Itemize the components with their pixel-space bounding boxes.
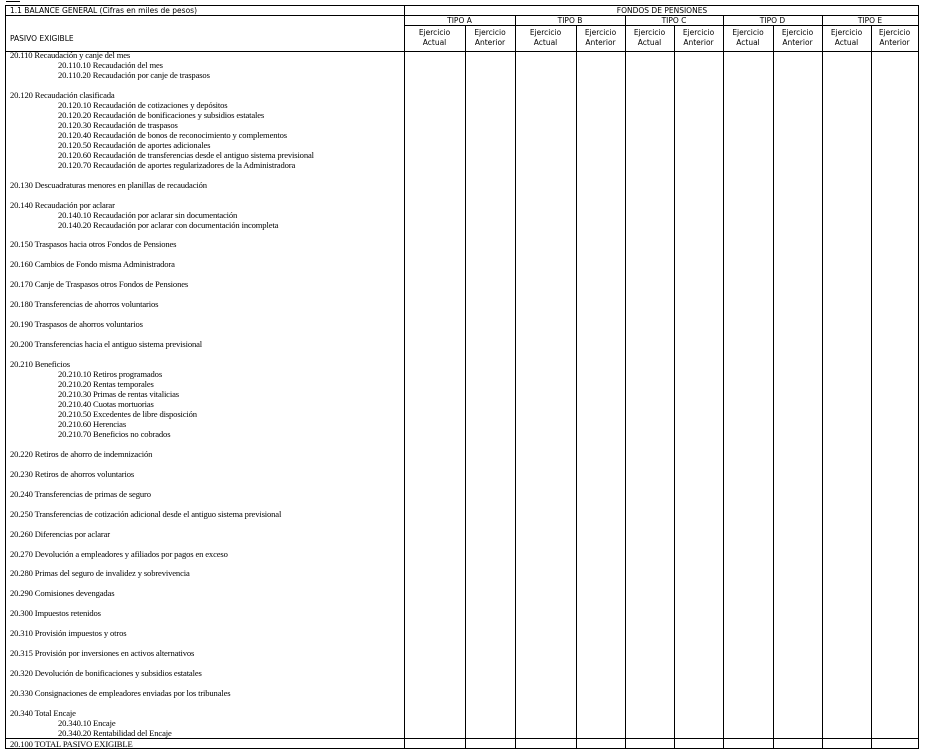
- account-row: 20.230 Retiros de ahorros voluntarios: [10, 468, 135, 479]
- account-row: 20.170 Canje de Traspasos otros Fondos de Pensiones: [10, 279, 189, 290]
- column-line: [625, 16, 626, 748]
- column-header-line: Anterior: [683, 38, 714, 47]
- account-row: 20.260 Diferencias por aclarar: [10, 528, 111, 539]
- account-row: 20.250 Transferencias de cotización adicional desde el antiguo sistema previsional: [10, 508, 282, 519]
- section-label: PASIVO EXIGIBLE: [10, 34, 74, 43]
- column-header-line: Ejercicio: [474, 28, 506, 37]
- account-row: 20.120 Recaudación clasificada: [10, 89, 115, 100]
- sub-account-row: 20.120.50 Recaudación de aportes adicionales: [58, 139, 211, 150]
- sub-account-row: 20.340.20 Rentabilidad del Encaje: [58, 728, 172, 738]
- account-row: 20.340 Total Encaje: [10, 708, 76, 718]
- column-header-line: Ejercicio: [830, 28, 863, 37]
- column-header-current: [625, 28, 674, 48]
- column-header-line: Ejercicio: [584, 28, 617, 37]
- account-row: 20.320 Devolución de bonificaciones y subsidios estatales: [10, 668, 202, 679]
- column-header-line: Anterior: [585, 38, 616, 47]
- column-line: [515, 16, 516, 748]
- account-row: 20.130 Descuadraturas menores en planillas de recaudación: [10, 179, 207, 190]
- column-line: [773, 26, 774, 748]
- group-title: FONDOS DE PENSIONES: [616, 6, 708, 15]
- column-header-line: Ejercicio: [418, 28, 451, 37]
- column-header-line: Actual: [422, 38, 447, 47]
- fund-header: TIPO B: [557, 16, 583, 25]
- column-line: [822, 16, 823, 748]
- header-bottom: [6, 51, 918, 52]
- column-line: [404, 6, 405, 748]
- account-row: 20.240 Transferencias de primas de seguro: [10, 488, 151, 499]
- sub-account-row: 20.120.60 Recaudación de transferencias desde el antiguo sistema previsional: [58, 149, 314, 160]
- column-header-line: Actual: [637, 38, 662, 47]
- sub-account-row: 20.140.20 Recaudación por aclarar con documentación incompleta: [58, 219, 279, 230]
- column-line: [723, 16, 724, 748]
- column-header-line: Ejercicio: [682, 28, 715, 37]
- sub-account-row: 20.120.30 Recaudación de traspasos: [58, 119, 178, 130]
- column-header-line: Ejercicio: [633, 28, 666, 37]
- account-row: 20.300 Impuestos retenidos: [10, 608, 101, 619]
- account-row: 20.220 Retiros de ahorro de indemnización: [10, 448, 153, 459]
- sub-account-row: 20.210.60 Herencias: [58, 418, 127, 429]
- column-line: [674, 26, 675, 748]
- sub-account-row: 20.340.10 Encaje: [58, 718, 116, 728]
- sub-account-row: 20.120.10 Recaudación de cotizaciones y depósitos: [58, 99, 228, 110]
- sub-account-row: 20.140.10 Recaudación por aclarar sin documentación: [58, 209, 238, 220]
- sub-account-row: 20.210.70 Beneficios no cobrados: [58, 428, 171, 439]
- sub-account-row: 20.110.20 Recaudación por canje de traspasos: [58, 69, 210, 80]
- account-row: 20.190 Traspasos de ahorros voluntarios: [10, 319, 143, 330]
- column-header-line: Actual: [834, 38, 859, 47]
- sub-account-row: 20.210.30 Primas de rentas vitalicias: [58, 389, 179, 399]
- account-row: 20.210 Beneficios: [10, 359, 70, 370]
- header-divider: [6, 15, 918, 16]
- column-header-previous: [465, 28, 515, 48]
- account-row: 20.180 Transferencias de ahorros voluntarios: [10, 299, 159, 310]
- column-header-previous: [773, 28, 822, 48]
- column-header-line: Anterior: [474, 38, 506, 47]
- column-header-line: Actual: [736, 38, 760, 47]
- column-header-line: Anterior: [782, 38, 813, 47]
- account-row: 20.160 Cambios de Fondo misma Administradora: [10, 259, 175, 270]
- total-divider: [6, 738, 918, 739]
- account-row: 20.310 Provisión impuestos y otros: [10, 628, 127, 639]
- total-row-label: 20.100 TOTAL PASIVO EXIGIBLE: [10, 739, 133, 749]
- column-line: [465, 26, 466, 748]
- account-row: 20.270 Devolución a empleadores y afiliados por pagos en exceso: [10, 548, 228, 559]
- column-header-current: [404, 28, 465, 48]
- column-header-previous: [871, 28, 918, 48]
- account-row: 20.200 Transferencias hacia el antiguo sistema previsional: [10, 339, 203, 350]
- fund-header: TIPO E: [857, 16, 883, 25]
- column-header-current: [515, 28, 576, 48]
- column-header-line: Ejercicio: [529, 28, 562, 37]
- column-header-current: [822, 28, 871, 48]
- account-row: 20.150 Traspasos hacia otros Fondos de Pensiones: [10, 239, 177, 250]
- column-header-previous: [674, 28, 723, 48]
- sub-account-row: 20.110.10 Recaudación del mes: [58, 60, 163, 70]
- account-row: 20.330 Consignaciones de empleadores enviadas por los tribunales: [10, 688, 231, 699]
- column-header-line: Actual: [533, 38, 558, 47]
- account-row: 20.290 Comisiones devengadas: [10, 588, 115, 599]
- sub-account-row: 20.210.50 Excedentes de libre disposición: [58, 408, 197, 419]
- fund-header: TIPO C: [661, 16, 687, 25]
- sub-account-row: 20.210.10 Retiros programados: [58, 369, 163, 379]
- column-header-line: Ejercicio: [781, 28, 814, 37]
- sub-account-row: 20.210.40 Cuotas mortuorias: [58, 399, 154, 409]
- column-line: [871, 26, 872, 748]
- table-title: 1.1 BALANCE GENERAL (Cifras en miles de pesos): [10, 6, 197, 15]
- column-line: [576, 26, 577, 748]
- account-row: 20.315 Provisión por inversiones en activos alternativos: [10, 648, 195, 659]
- column-header-previous: [576, 28, 625, 48]
- column-header-line: Anterior: [879, 38, 910, 47]
- column-header-current: [723, 28, 773, 48]
- account-row: 20.140 Recaudación por aclarar: [10, 199, 115, 210]
- balance-sheet-table: [5, 5, 919, 749]
- column-header-line: Ejercicio: [878, 28, 911, 37]
- sub-account-row: 20.210.20 Rentas temporales: [58, 379, 154, 389]
- sub-account-row: 20.120.40 Recaudación de bonos de reconocimiento y complementos: [58, 129, 287, 140]
- fund-header: TIPO A: [447, 16, 472, 25]
- fund-header: TIPO D: [759, 16, 786, 25]
- fund-divider: [404, 25, 918, 26]
- sub-account-row: 20.120.20 Recaudación de bonificaciones y subsidios estatales: [58, 109, 265, 120]
- sub-account-row: 20.120.70 Recaudación de aportes regularizadores de la Administradora: [58, 159, 296, 170]
- account-row: 20.110 Recaudación y canje del mes: [10, 50, 131, 60]
- account-row: 20.280 Primas del seguro de invalidez y sobrevivencia: [10, 568, 190, 579]
- column-header-line: Ejercicio: [732, 28, 764, 37]
